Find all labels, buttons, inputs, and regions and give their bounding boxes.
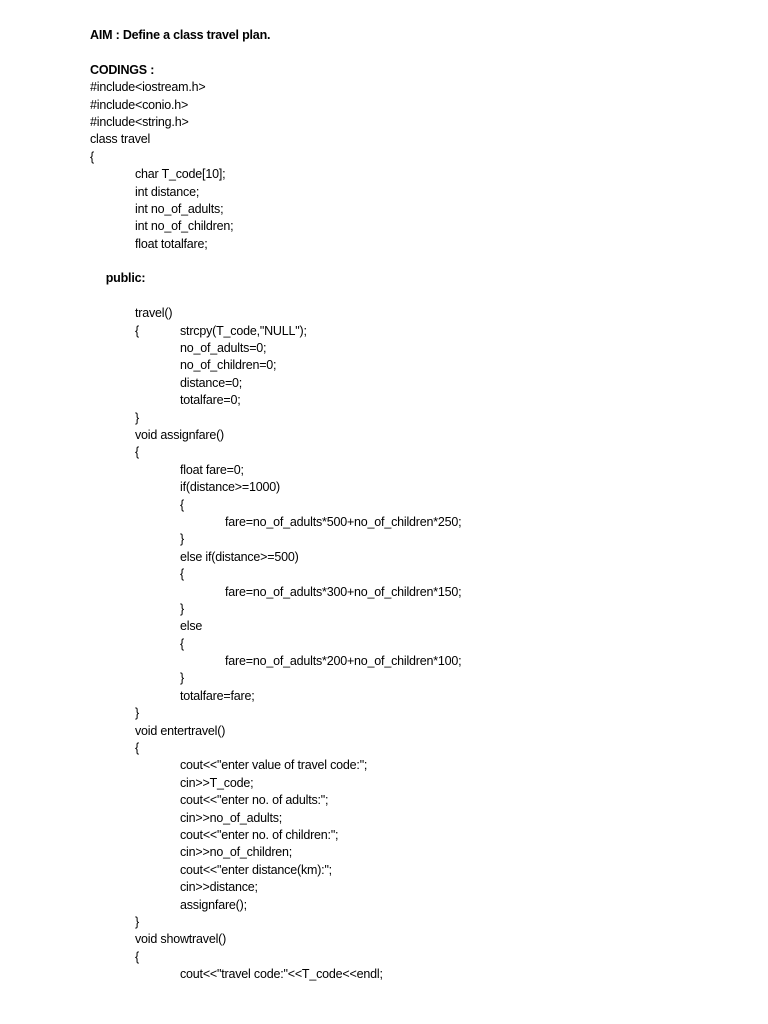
code-line — [90, 305, 728, 322]
code-text: void entertravel() — [135, 723, 226, 738]
code-text: { — [180, 567, 184, 582]
code-text: } — [180, 671, 184, 686]
code-line — [90, 131, 728, 148]
code-line — [90, 79, 728, 96]
code-line — [90, 862, 728, 879]
code-text: void assignfare() — [135, 427, 225, 442]
code-text: float totalfare; — [135, 236, 208, 251]
code-text: else if(distance>=500) — [180, 549, 299, 564]
code-line — [90, 949, 728, 966]
code-line — [90, 566, 728, 583]
code-line — [90, 462, 728, 479]
spacer — [90, 44, 728, 61]
code-text: { — [135, 741, 139, 756]
code-line — [90, 184, 728, 201]
code-line — [90, 584, 728, 601]
code-line — [90, 549, 728, 566]
code-text: } — [135, 914, 139, 929]
code-text: cout<<"enter distance(km):"; — [180, 862, 332, 877]
code-text: } — [135, 706, 139, 721]
code-text: class travel — [90, 132, 151, 147]
code-line — [90, 966, 728, 983]
code-line — [90, 897, 728, 914]
code-text: #include<iostream.h> — [90, 80, 206, 95]
code-line — [90, 705, 728, 722]
code-text: cin>>no_of_adults; — [180, 810, 283, 825]
code-line — [90, 757, 728, 774]
code-line — [90, 444, 728, 461]
code-text: assignfare(); — [180, 897, 247, 912]
code-line — [90, 375, 728, 392]
code-inline-text: strcpy(T_code,"NULL"); — [180, 323, 307, 338]
code-line — [90, 688, 728, 705]
code-text: fare=no_of_adults*200+no_of_children*100; — [225, 654, 462, 669]
code-line — [90, 149, 728, 166]
code-text: } — [180, 601, 184, 616]
code-line — [90, 914, 728, 931]
code-text: cout<<"enter no. of adults:"; — [180, 793, 329, 808]
code-text: cin>>T_code; — [180, 775, 254, 790]
code-line — [90, 775, 728, 792]
code-line — [90, 201, 728, 218]
code-line — [90, 844, 728, 861]
code-text: else — [180, 619, 203, 634]
code-text: { — [180, 497, 184, 512]
code-line — [90, 270, 728, 287]
code-text: int no_of_children; — [135, 219, 234, 234]
code-text: if(distance>=1000) — [180, 480, 280, 495]
code-line — [90, 879, 728, 896]
code-line — [90, 601, 728, 618]
code-text: fare=no_of_adults*300+no_of_children*150; — [225, 584, 462, 599]
code-line — [90, 827, 728, 844]
code-line — [90, 931, 728, 948]
code-text: { — [135, 445, 139, 460]
code-line — [90, 618, 728, 635]
code-text: int distance; — [135, 184, 200, 199]
code-text: } — [135, 410, 139, 425]
code-text: fare=no_of_adults*500+no_of_children*250; — [225, 514, 462, 529]
code-line — [90, 114, 728, 131]
code-text: cout<<"enter value of travel code:"; — [180, 758, 368, 773]
code-line — [90, 514, 728, 531]
code-line — [90, 670, 728, 687]
aim-line: AIM : Define a class travel plan. — [90, 28, 271, 42]
code-text: public: — [105, 271, 146, 286]
code-line — [90, 723, 728, 740]
code-text: cout<<"travel code:"<<T_code<<endl; — [180, 967, 383, 982]
code-line — [90, 653, 728, 670]
code-text: no_of_adults=0; — [180, 341, 267, 356]
code-blank-line — [90, 288, 728, 305]
code-text: { — [135, 323, 139, 338]
code-line — [90, 792, 728, 809]
code-text: cin>>no_of_children; — [180, 845, 293, 860]
code-line — [90, 531, 728, 548]
code-line — [90, 636, 728, 653]
code-line — [90, 392, 728, 409]
code-text: distance=0; — [180, 375, 243, 390]
code-block — [90, 79, 728, 983]
code-line — [90, 427, 728, 444]
code-text: totalfare=fare; — [180, 688, 255, 703]
code-text: #include<conio.h> — [90, 97, 189, 112]
code-line — [90, 97, 728, 114]
code-text: cin>>distance; — [180, 880, 258, 895]
code-line — [90, 810, 728, 827]
code-text: cout<<"enter no. of children:"; — [180, 827, 339, 842]
code-text: { — [180, 636, 184, 651]
document-body — [90, 27, 728, 983]
code-text: float fare=0; — [180, 462, 244, 477]
code-line — [90, 236, 728, 253]
codings-heading: CODINGS : — [90, 62, 155, 77]
code-blank-line — [90, 253, 728, 270]
code-text: void showtravel() — [135, 932, 227, 947]
code-line — [90, 323, 728, 340]
code-line — [90, 340, 728, 357]
code-line — [90, 218, 728, 235]
code-line — [90, 497, 728, 514]
code-text: { — [90, 149, 94, 164]
code-line — [90, 740, 728, 757]
code-text: travel() — [135, 306, 173, 321]
code-text: char T_code[10]; — [135, 167, 226, 182]
code-line — [90, 166, 728, 183]
code-text: no_of_children=0; — [180, 358, 277, 373]
code-text: } — [180, 532, 184, 547]
code-text: { — [135, 949, 139, 964]
code-text: totalfare=0; — [180, 393, 241, 408]
code-line — [90, 479, 728, 496]
code-line — [90, 410, 728, 427]
code-text: #include<string.h> — [90, 114, 189, 129]
code-line — [90, 357, 728, 374]
code-text: int no_of_adults; — [135, 201, 224, 216]
